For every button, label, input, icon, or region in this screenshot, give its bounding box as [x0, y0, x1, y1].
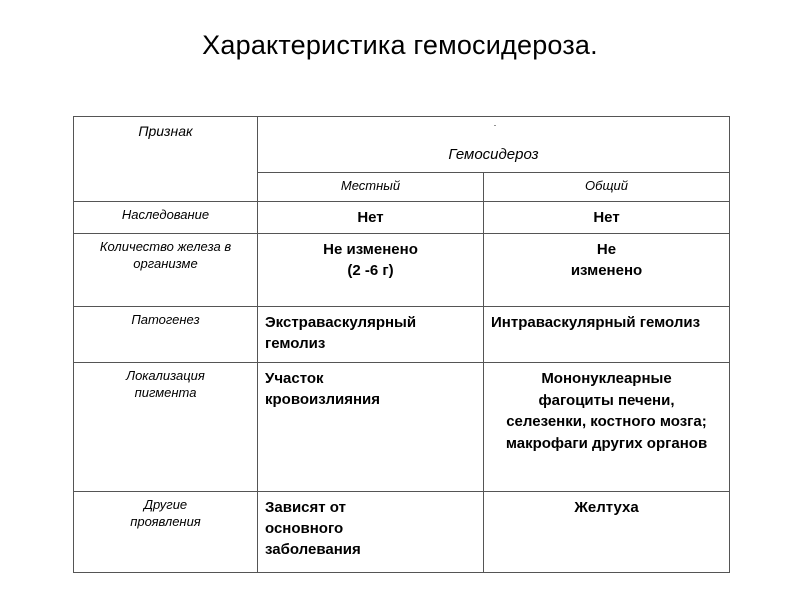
- header-group-cell: [258, 117, 730, 173]
- hemosiderosis-table: [73, 116, 730, 573]
- row-feature-label: Патогенез: [131, 312, 200, 327]
- row-general-value: Желтуха: [574, 499, 639, 516]
- header-dot-mark: ·: [493, 120, 497, 130]
- header-group-label: Гемосидероз: [448, 146, 539, 163]
- header-local-label: Местный: [340, 178, 401, 193]
- row-general-value: Мононуклеарные фагоциты печени, селезенки, костного мозга; макрофаги других органов: [505, 370, 708, 452]
- row-local-value: Участок кровоизлияния: [265, 370, 381, 408]
- header-general-cell: [484, 173, 730, 202]
- row-general-value: Не изменено: [570, 241, 643, 279]
- row-feature-label: Количество железа в организме: [99, 239, 232, 271]
- row-local-value: Не изменено (2 -6 г): [323, 241, 418, 279]
- table-row: [74, 202, 730, 234]
- table-row: [74, 492, 730, 573]
- row-feature-label: Наследование: [121, 207, 210, 222]
- table-row: [74, 307, 730, 363]
- row-general-value: Нет: [593, 209, 620, 226]
- header-general-label: Общий: [585, 178, 628, 193]
- row-general-value: Интраваскулярный гемолиз: [491, 314, 701, 331]
- row-feature-label: Локализация пигмента: [126, 368, 205, 400]
- header-feature-cell: [74, 117, 258, 202]
- row-local-value: Зависят от основного заболевания: [265, 499, 361, 558]
- row-local-value: Экстраваскулярный гемолиз: [265, 314, 417, 352]
- table-header-row: [74, 117, 730, 173]
- header-feature-label: Признак: [138, 123, 193, 139]
- row-feature-label: Другие проявления: [130, 497, 201, 529]
- header-local-cell: [258, 173, 484, 202]
- slide-title: Характеристика гемосидероза.: [202, 30, 598, 60]
- table-row: [74, 363, 730, 492]
- table-row: [74, 234, 730, 307]
- row-local-value: Нет: [357, 209, 384, 226]
